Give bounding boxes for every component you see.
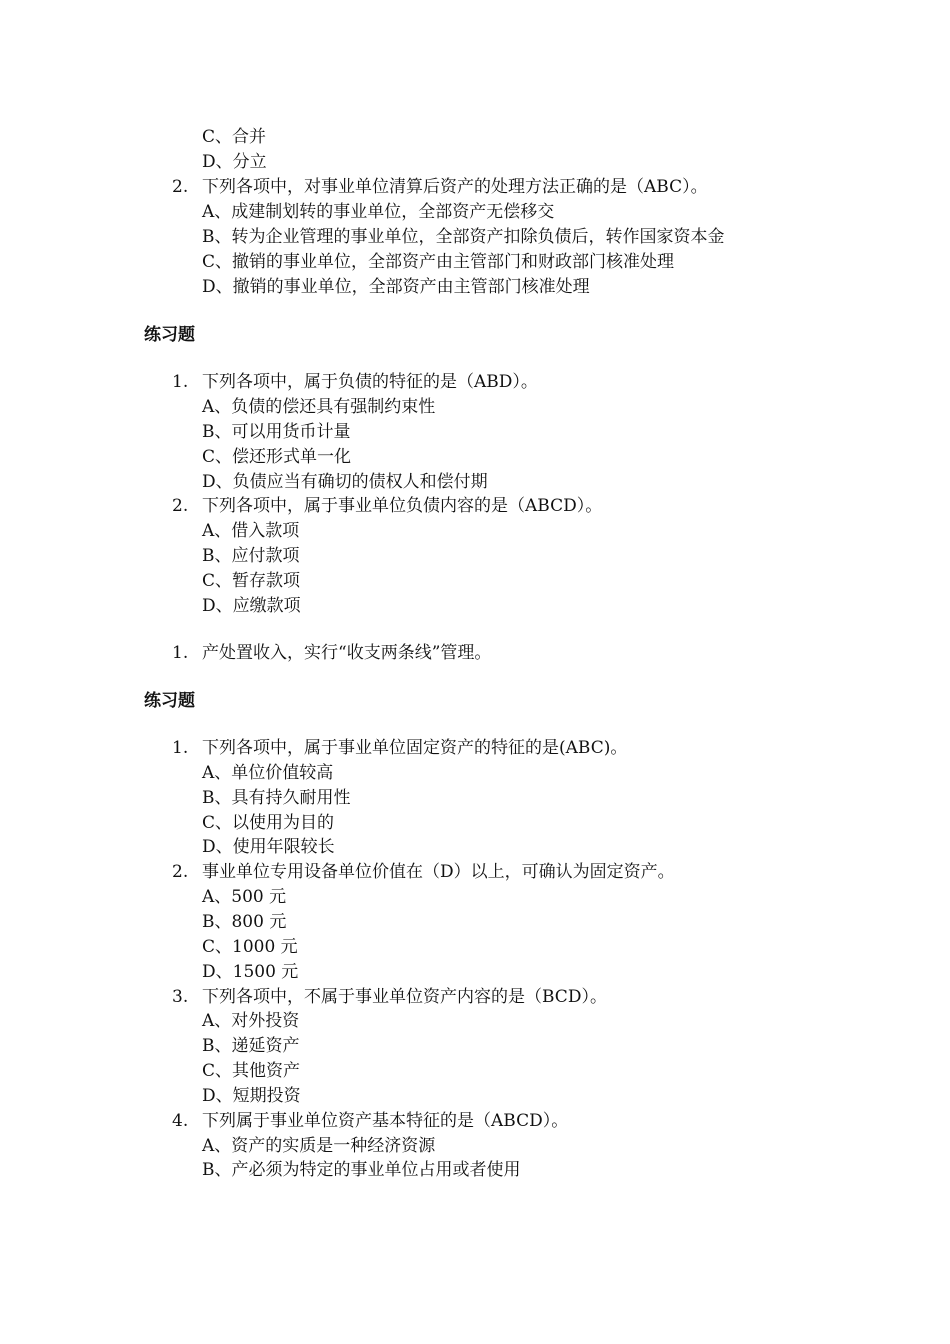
option-d: D、短期投资 bbox=[202, 1086, 301, 1106]
option-a: A、资产的实质是一种经济资源 bbox=[202, 1136, 436, 1156]
question-text: 下列各项中，属于事业单位负债内容的是（ABCD）。 bbox=[202, 496, 603, 516]
section-heading: 练习题 bbox=[144, 691, 195, 711]
question-number: 1. bbox=[172, 372, 189, 392]
option-b: B、应付款项 bbox=[202, 546, 300, 566]
question-text: 下列各项中，对事业单位清算后资产的处理方法正确的是（ABC）。 bbox=[202, 177, 708, 197]
question-number: 2. bbox=[172, 862, 189, 882]
option-b: B、具有持久耐用性 bbox=[202, 788, 351, 808]
option-b: B、产必须为特定的事业单位占用或者使用 bbox=[202, 1160, 521, 1180]
option-c: C、偿还形式单一化 bbox=[202, 447, 352, 467]
option-d-split: D、分立 bbox=[202, 152, 267, 172]
option-a: A、借入款项 bbox=[202, 521, 300, 541]
note-text: 产处置收入，实行“收支两条线”管理。 bbox=[202, 643, 492, 663]
question-number: 4. bbox=[172, 1111, 189, 1131]
option-a: A、对外投资 bbox=[202, 1011, 300, 1031]
question-number: 1. bbox=[172, 738, 189, 758]
option-c: C、其他资产 bbox=[202, 1061, 301, 1081]
option-d: D、使用年限较长 bbox=[202, 837, 335, 857]
note-number: 1. bbox=[172, 643, 189, 663]
option-a: A、成建制划转的事业单位，全部资产无偿移交 bbox=[202, 202, 555, 222]
question-number: 2. bbox=[172, 177, 189, 197]
option-a: A、500 元 bbox=[202, 887, 287, 907]
option-d: D、1500 元 bbox=[202, 962, 299, 982]
question-text: 下列属于事业单位资产基本特征的是（ABCD）。 bbox=[202, 1111, 569, 1131]
option-a: A、负债的偿还具有强制约束性 bbox=[202, 397, 436, 417]
option-d: D、应缴款项 bbox=[202, 596, 301, 616]
option-c: C、以使用为目的 bbox=[202, 813, 335, 833]
option-c-merge: C、合并 bbox=[202, 127, 267, 147]
option-c: C、暂存款项 bbox=[202, 571, 301, 591]
question-number: 2. bbox=[172, 496, 189, 516]
question-number: 3. bbox=[172, 987, 189, 1007]
option-a: A、单位价值较高 bbox=[202, 763, 334, 783]
option-b: B、可以用货币计量 bbox=[202, 422, 351, 442]
question-text: 下列各项中，属于负债的特征的是（ABD）。 bbox=[202, 372, 538, 392]
question-text: 事业单位专用设备单位价值在（D）以上，可确认为固定资产。 bbox=[202, 862, 675, 882]
option-b: B、递延资产 bbox=[202, 1036, 300, 1056]
section-heading: 练习题 bbox=[144, 325, 195, 345]
option-b: B、转为企业管理的事业单位，全部资产扣除负债后，转作国家资本金 bbox=[202, 227, 725, 247]
option-c: C、撤销的事业单位，全部资产由主管部门和财政部门核准处理 bbox=[202, 252, 675, 272]
option-d: D、负债应当有确切的债权人和偿付期 bbox=[202, 472, 488, 492]
question-text: 下列各项中，属于事业单位固定资产的特征的是(ABC)。 bbox=[202, 738, 628, 758]
option-d: D、撤销的事业单位，全部资产由主管部门核准处理 bbox=[202, 277, 590, 297]
question-text: 下列各项中，不属于事业单位资产内容的是（BCD）。 bbox=[202, 987, 607, 1007]
option-c: C、1000 元 bbox=[202, 937, 298, 957]
option-b: B、800 元 bbox=[202, 912, 287, 932]
